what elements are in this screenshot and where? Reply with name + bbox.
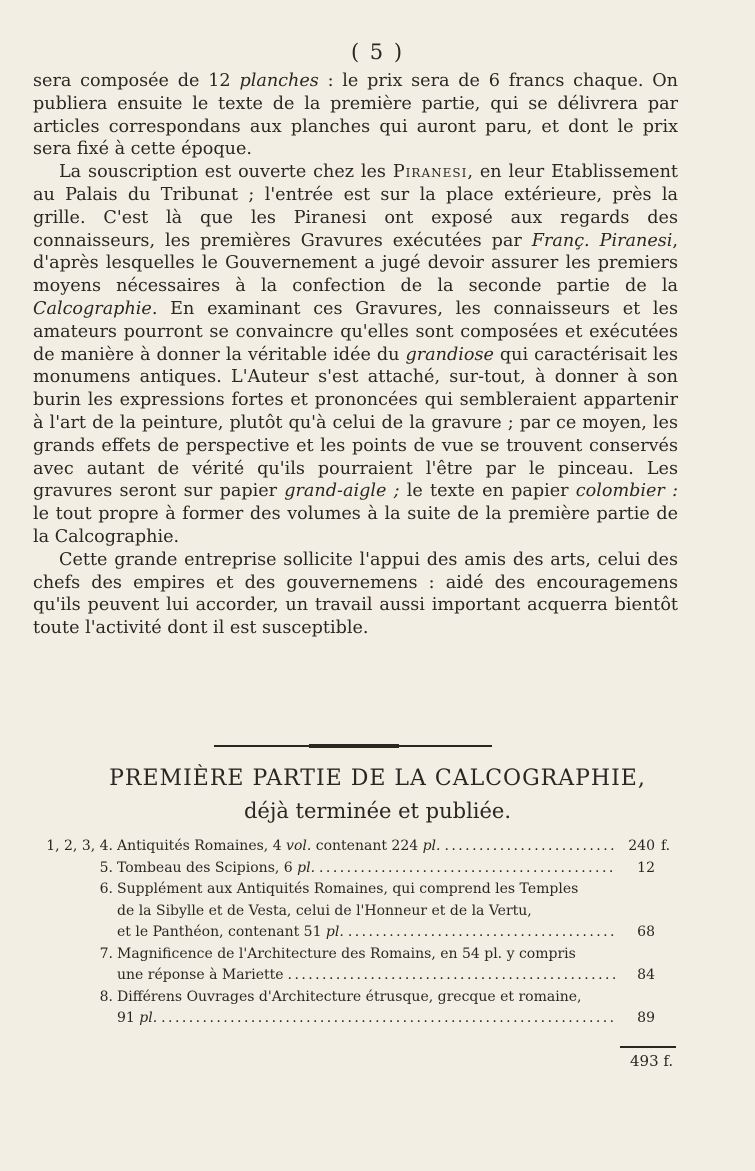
item-title — [117, 858, 315, 880]
text-run-italic: grand-aigle ; — [284, 481, 400, 502]
price-unit: f. — [661, 838, 671, 854]
item-title-line — [117, 1008, 157, 1030]
item-title-line: Magnificence de l'Architecture des Romains, en 54 pl. y compris — [117, 945, 576, 962]
text-run-italic: planches — [239, 71, 319, 91]
item-price: 84 — [637, 967, 655, 983]
item-number: 5. — [99, 859, 113, 876]
list-item — [33, 879, 693, 901]
list-item — [33, 987, 693, 1009]
item-title-line: de la Sibylle et de Vesta, celui de l'Honneur et de la Vertu, — [117, 902, 532, 919]
item-number: 6. — [99, 881, 113, 897]
item-price: 68 — [637, 924, 655, 940]
text-run-italic: colombier : — [575, 481, 678, 502]
list-item-continuation — [33, 965, 693, 987]
list-item — [33, 836, 693, 858]
list-item — [33, 858, 693, 880]
paragraph-2 — [33, 161, 678, 549]
text-run: le texte en papier — [399, 481, 576, 502]
section-heading: PREMIÈRE PARTIE DE LA CALCOGRAPHIE, — [109, 766, 646, 791]
text-run: Tombeau des Scipions, 6 — [117, 859, 298, 876]
leader-dots — [319, 858, 617, 880]
text-run-smallcaps: Piranesi — [392, 162, 468, 183]
total-rule — [620, 1046, 676, 1048]
text-run-italic: pl. — [139, 1010, 158, 1026]
text-run-italic: vol. — [286, 838, 312, 854]
text-run: le tout propre à former des volumes à la suite de la première partie de la Calcographie. — [33, 504, 678, 547]
item-price: 12 — [637, 859, 655, 876]
paragraph-3: Cette grande entreprise sollicite l'appui des amis des arts, celui des chefs des empires et des gouvernemens : aidé des encouragemens qu'ils peuvent lui accorder, un travail aussi important acquerra bientôt toute l'activité dont il est susceptible. — [33, 549, 678, 639]
text-run: contenant 224 — [311, 838, 423, 854]
leader-dots — [161, 1008, 617, 1030]
item-title-line: Supplément aux Antiquités Romaines, qui comprend les Temples — [117, 881, 579, 897]
total-amount: 493 f. — [630, 1052, 674, 1070]
item-price: 89 — [637, 1010, 655, 1026]
item-number: 1, 2, 3, 4. — [46, 838, 113, 854]
item-number: 7. — [99, 945, 113, 962]
text-run: La souscription est ouverte chez les — [59, 162, 393, 183]
section-subheading: déjà terminée et publiée. — [243, 799, 512, 823]
decorative-rule — [214, 745, 492, 747]
list-item-continuation — [33, 1008, 693, 1030]
item-title-line: une réponse à Mariette — [117, 967, 284, 983]
leader-dots — [288, 965, 617, 987]
text-run-italic: pl. — [422, 838, 441, 854]
leader-dots — [348, 922, 617, 944]
body-text — [33, 70, 678, 640]
item-title-line: Différens Ouvrages d'Architecture étrusque, grecque et romaine, — [117, 988, 582, 1005]
text-run: Antiquités Romaines, 4 — [117, 838, 287, 854]
page-number: ( 5 ) — [350, 40, 405, 64]
item-number: 8. — [99, 988, 113, 1005]
text-run-italic: grandiose — [405, 344, 494, 365]
text-run: et le Panthéon, contenant 51 — [117, 924, 326, 940]
text-run-italic: Calcographie — [33, 298, 152, 319]
text-run: , d'après lesquelles le Gouvernement a jugé devoir assurer les premiers moyens nécessaires à la confection de la seconde partie de la — [33, 230, 678, 297]
text-run: qui caractérisait les monumens antiques. L'Auteur s'est attaché, sur-tout, à donner à son burin les expressions fortes et prononcées qui sembleraient appartenir à l'art de la peinture, plutôt qu'à celui de la gravure ; par ce moyen, les grands effets de perspective et les points de vue se trouvent conservés avec autant de vérité qu'ils pourraient l'être par le pinceau. Les gravures seront sur papier — [33, 344, 678, 502]
text-run-italic: pl. — [297, 859, 316, 876]
text-run: , en leur Etablissement au Palais du Tribunat ; l'entrée est sur la place extérieure, près la grille. C'est là que les Piranesi ont exposé aux regards des connaisseurs, les premières Gravures exécutées par — [33, 162, 678, 251]
contents-list — [33, 836, 693, 1030]
list-item — [33, 944, 693, 966]
item-price: 240 — [628, 838, 655, 854]
text-run-italic: Franç. Piranesi — [531, 230, 673, 251]
text-run: . En examinant ces Gravures, les connaisseurs et les amateurs pourront se convaincre qu'elles sont composées et exécutées de manière à donner la véritable idée du — [33, 298, 678, 365]
text-run: : le prix sera de 6 francs chaque. On publiera ensuite le texte de la première partie, qui se délivrera par articles correspondans aux planches qui auront paru, et dont le prix sera fixé à cette époque. — [33, 71, 679, 160]
item-title-line — [117, 922, 344, 944]
list-item-continuation — [33, 922, 693, 944]
paragraph-1 — [33, 70, 678, 161]
text-run: sera composée de 12 — [33, 71, 240, 91]
leader-dots — [444, 836, 617, 858]
text-run-italic: pl. — [325, 924, 344, 940]
text-run: 91 — [117, 1010, 140, 1026]
item-title — [117, 836, 440, 858]
